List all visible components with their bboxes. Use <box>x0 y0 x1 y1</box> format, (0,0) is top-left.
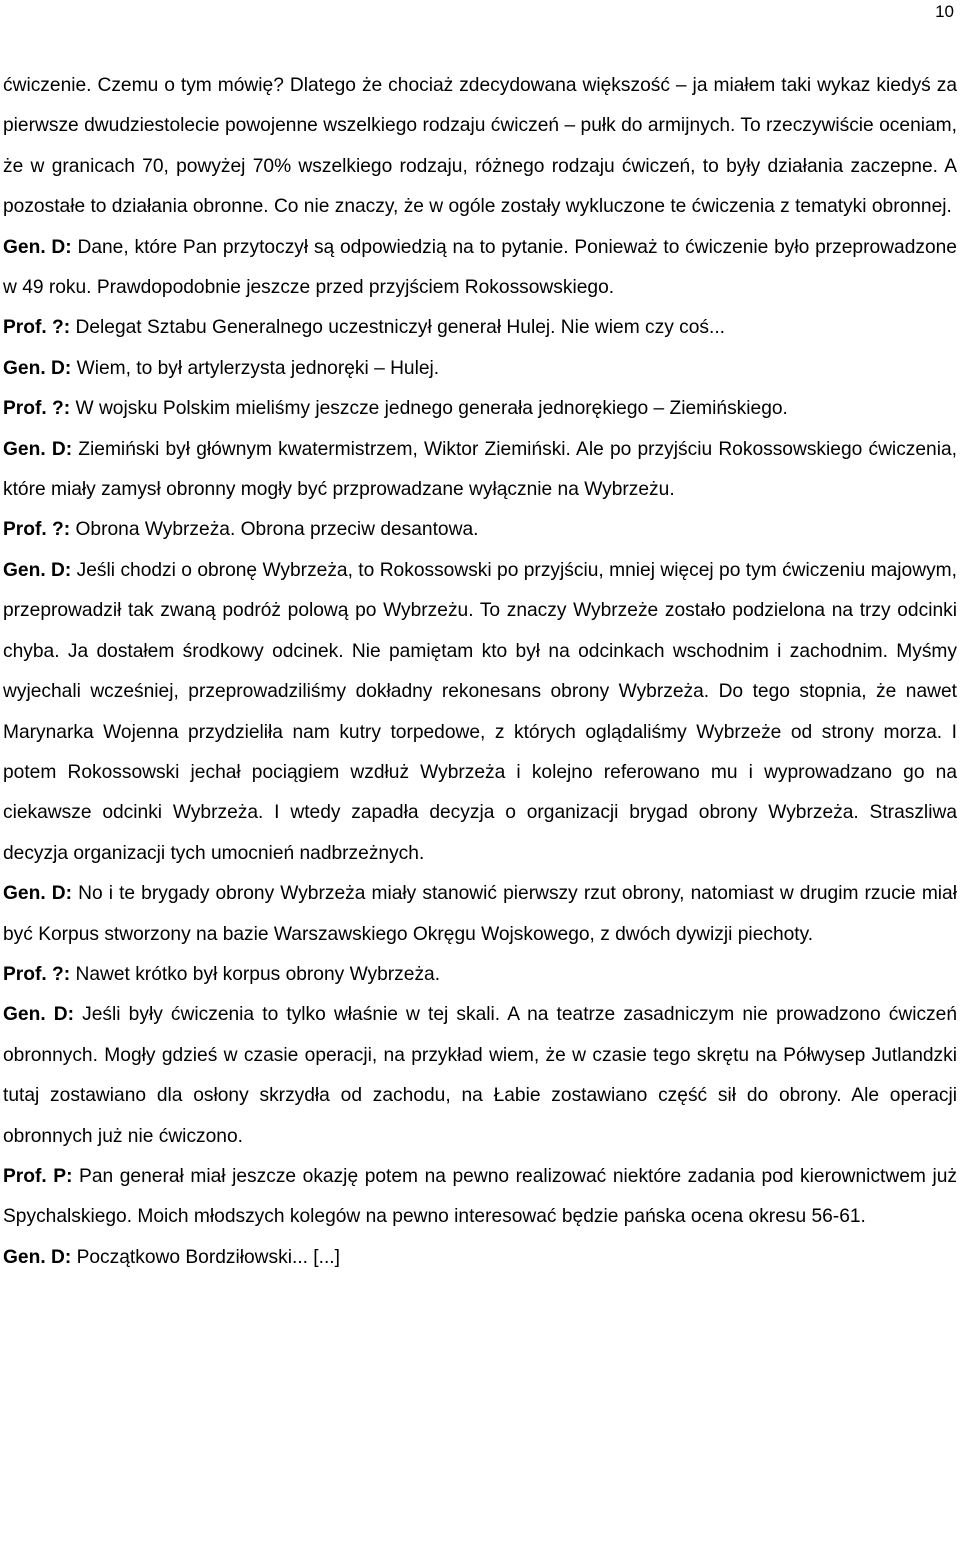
paragraph <box>3 551 957 874</box>
paragraph <box>3 995 957 1157</box>
paragraph-text: Nawet krótko był korpus obrony Wybrzeża. <box>75 963 441 985</box>
paragraph-text: Początkowo Bordziłowski... [...] <box>76 1246 340 1268</box>
speaker-label: Gen. D: <box>3 883 72 905</box>
speaker-label: Gen. D: <box>3 1246 72 1268</box>
speaker-label: Prof. ?: <box>3 519 71 541</box>
paragraph-text: Wiem, to był artylerzysta jednoręki – Hulej. <box>76 357 440 379</box>
paragraph-text: Dane, które Pan przytoczył są odpowiedzią na to pytanie. Ponieważ to ćwiczenie było przeprowadzone w 49 roku. Prawdopodobnie jeszcze przed przyjściem Rokossowskiego. <box>3 236 957 299</box>
paragraph <box>3 510 957 550</box>
transcript-body <box>3 66 957 1278</box>
paragraph-text: Obrona Wybrzeża. Obrona przeciw desantowa. <box>75 519 479 541</box>
page-number: 10 <box>935 2 954 21</box>
paragraph <box>3 66 957 228</box>
speaker-label: Prof. ?: <box>3 963 71 985</box>
paragraph-text: W wojsku Polskim mieliśmy jeszcze jednego generała jednorękiego – Ziemińskiego. <box>75 398 788 420</box>
paragraph-text: Jeśli chodzi o obronę Wybrzeża, to Rokossowski po przyjściu, mniej więcej po tym ćwiczeniu majowym, przeprowadził tak zwaną podróż polową po Wybrzeżu. To znaczy Wybrzeże zostało podzielona na trzy odcinki chyba. Ja dostałem środkowy odcinek. Nie pamiętam kto był na odcinkach wschodnim i zachodnim. Myśmy wyjechali wcześniej, przeprowadziliśmy dokładny rekonesans obrony Wybrzeża. Do tego stopnia, że nawet Marynarka Wojenna przydzieliła nam kutry torpedowe, z których oglądaliśmy Wybrzeże od strony morza. I potem Rokossowski jechał pociągiem wzdłuż Wybrzeża i kolejno referowano mu i wyprowadzano go na ciekawsze odcinki Wybrzeża. I wtedy zapadła decyzja o organizacji brygad obrony Wybrzeża. Straszliwa decyzja organizacji tych umocnień nadbrzeżnych. <box>3 559 957 864</box>
speaker-label: Gen. D: <box>3 357 72 379</box>
paragraph-text: ćwiczenie. Czemu o tym mówię? Dlatego że chociaż zdecydowana większość – ja miałem taki wykaz kiedyś za pierwsze dwudziestolecie powojenne wszelkiego rodzaju ćwiczeń – pułk do armijnych. To rzeczywiście oceniam, że w granicach 70, powyżej 70% wszelkiego rodzaju, różnego rodzaju ćwiczeń, to były działania zaczepne. A pozostałe to działania obronne. Co nie znaczy, że w ogóle zostały wykluczone te ćwiczenia z tematyki obronnej. <box>3 75 957 218</box>
paragraph-text: Pan generał miał jeszcze okazję potem na pewno realizować niektóre zadania pod kierownictwem już Spychalskiego. Moich młodszych kolegów na pewno interesować będzie pańska ocena okresu 56-61. <box>3 1165 957 1228</box>
speaker-label: Gen. D: <box>3 1004 75 1026</box>
speaker-label: Gen. D: <box>3 236 72 258</box>
paragraph <box>3 349 957 389</box>
paragraph <box>3 430 957 511</box>
paragraph <box>3 389 957 429</box>
speaker-label: Prof. P: <box>3 1165 73 1187</box>
speaker-label: Prof. ?: <box>3 317 71 339</box>
paragraph <box>3 1157 957 1238</box>
paragraph-text: No i te brygady obrony Wybrzeża miały stanowić pierwszy rzut obrony, natomiast w drugim rzucie miał być Korpus stworzony na bazie Warszawskiego Okręgu Wojskowego, z dwóch dywizji piechoty. <box>3 883 957 945</box>
speaker-label: Gen. D: <box>3 438 73 460</box>
speaker-label: Gen. D: <box>3 559 72 581</box>
paragraph-text: Delegat Sztabu Generalnego uczestniczył generał Hulej. Nie wiem czy coś... <box>75 317 725 339</box>
paragraph-text: Jeśli były ćwiczenia to tylko właśnie w tej skali. A na teatrze zasadniczym nie prowadzono ćwiczeń obronnych. Mogły gdzieś w czasie operacji, na przykład wiem, że w czasie tego skrętu na Półwysep Jutlandzki tutaj zostawiano dla osłony skrzydła od zachodu, na Łabie zostawiano część sił do obrony. Ale operacji obronnych już nie ćwiczono. <box>3 1004 957 1147</box>
paragraph <box>3 955 957 995</box>
paragraph <box>3 308 957 348</box>
paragraph <box>3 874 957 955</box>
paragraph <box>3 1238 957 1278</box>
paragraph-text: Ziemiński był głównym kwatermistrzem, Wiktor Ziemiński. Ale po przyjściu Rokossowskiego ćwiczenia, które miały zamysł obronny mogły być przprowadzane wyłącznie na Wybrzeżu. <box>3 438 957 501</box>
paragraph <box>3 228 957 309</box>
speaker-label: Prof. ?: <box>3 398 71 420</box>
